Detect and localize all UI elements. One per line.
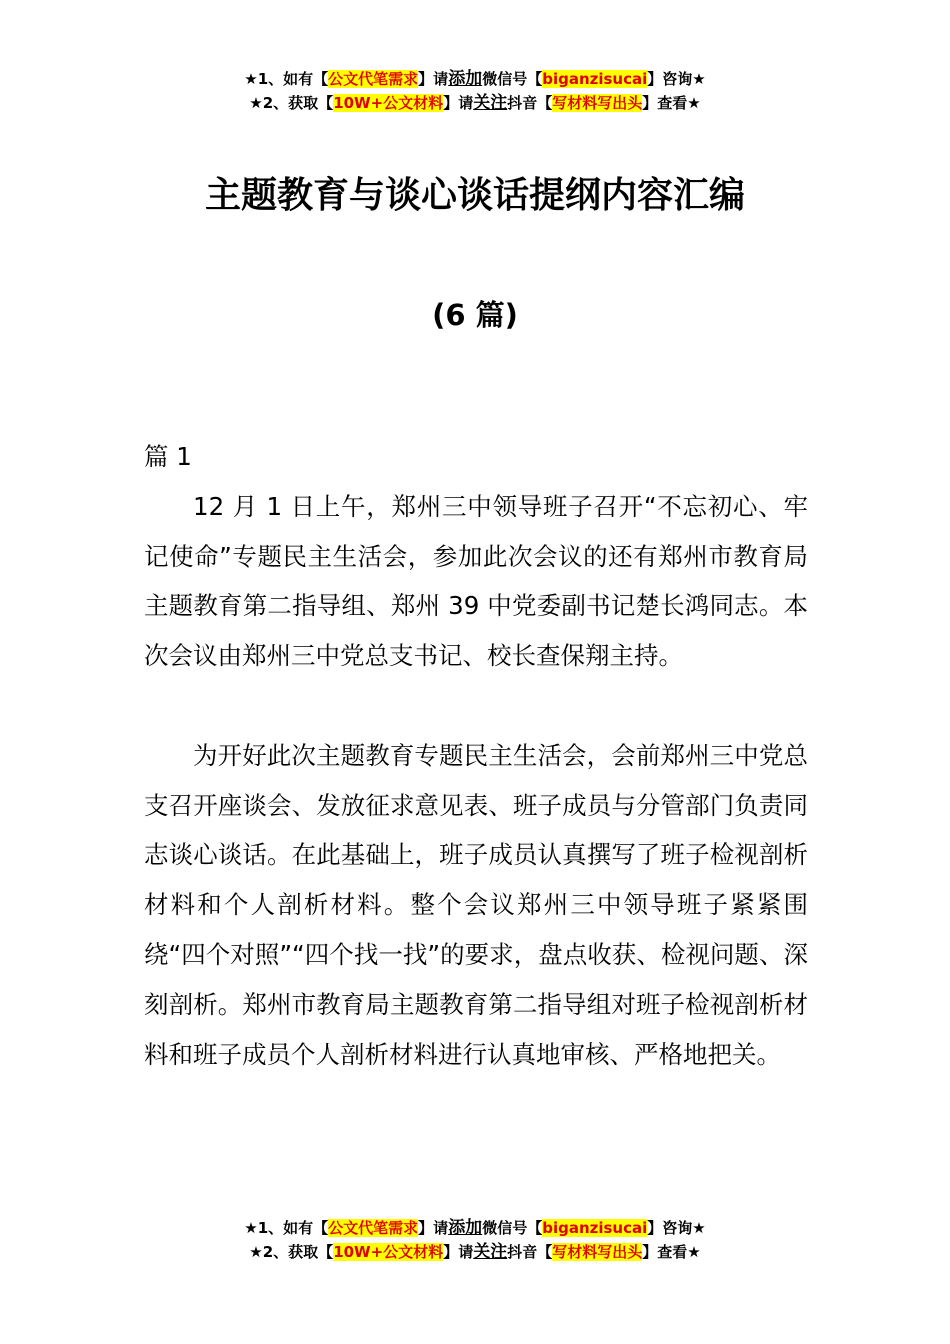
promo-add-emphasis: 添加 bbox=[448, 69, 483, 89]
promo-line-2-mid2: 抖音【 bbox=[507, 1243, 553, 1261]
promo-line-1 bbox=[0, 1216, 950, 1240]
promo-line-1-suffix: 】咨询★ bbox=[647, 1219, 706, 1237]
promo-line-2 bbox=[0, 91, 950, 115]
promo-line-2 bbox=[0, 1240, 950, 1264]
body-paragraph-2: 为开好此次主题教育专题民主生活会，会前郑州三中党总支召开座谈会、发放征求意见表、班子成员与分管部门负责同志谈心谈话。在此基础上，班子成员认真撰写了班子检视剖析材料和个人剖析材料。整个会议郑州三中领导班子紧紧围绕“四个对照”“四个找一找”的要求，盘点收获、检视问题、深刻剖析。郑州市教育局主题教育第二指导组对班子检视剖析材料和班子成员个人剖析材料进行认真地审核、严格地把关。 bbox=[144, 740, 808, 1069]
promo-materials-highlight: 10W+公文材料 bbox=[333, 94, 444, 112]
promo-line-2-prefix: ★2、获取【 bbox=[249, 1243, 334, 1261]
promo-line-1-mid: 】请 bbox=[418, 70, 449, 88]
promo-line-1-prefix: ★1、如有【 bbox=[244, 70, 329, 88]
promo-wechat-id: biganzisucai bbox=[542, 70, 648, 88]
promo-line-2-prefix: ★2、获取【 bbox=[249, 94, 334, 112]
promo-line-1 bbox=[0, 67, 950, 91]
section-heading: 篇 1 bbox=[144, 442, 192, 471]
promo-wechat-id: biganzisucai bbox=[542, 1219, 648, 1237]
promo-line-2-suffix: 】查看★ bbox=[642, 1243, 701, 1261]
promo-line-2-mid: 】请 bbox=[443, 1243, 474, 1261]
promo-materials-highlight: 10W+公文材料 bbox=[333, 1243, 444, 1261]
document-subtitle: (6 篇) bbox=[432, 298, 518, 332]
promo-follow-emphasis: 关注 bbox=[473, 1242, 508, 1262]
promo-service-highlight: 公文代笔需求 bbox=[328, 1219, 419, 1237]
promo-follow-emphasis: 关注 bbox=[473, 93, 508, 113]
promo-line-1-prefix: ★1、如有【 bbox=[244, 1219, 329, 1237]
promo-line-1-mid2: 微信号【 bbox=[482, 70, 543, 88]
document-title: 主题教育与谈心谈话提纲内容汇编 bbox=[204, 175, 745, 217]
promo-add-emphasis: 添加 bbox=[448, 1218, 483, 1238]
promo-service-highlight: 公文代笔需求 bbox=[328, 70, 419, 88]
promo-line-2-mid2: 抖音【 bbox=[507, 94, 553, 112]
promo-line-1-suffix: 】咨询★ bbox=[647, 70, 706, 88]
footer-promo-banner bbox=[0, 1216, 950, 1264]
promo-douyin-account: 写材料写出头 bbox=[552, 94, 643, 112]
document-body bbox=[144, 432, 808, 1079]
promo-line-1-mid: 】请 bbox=[418, 1219, 449, 1237]
paragraph-spacer bbox=[144, 681, 808, 731]
promo-line-2-suffix: 】查看★ bbox=[642, 94, 701, 112]
body-paragraph-1: 12 月 1 日上午，郑州三中领导班子召开“不忘初心、牢记使命”专题民主生活会，参加此次会议的还有郑州市教育局主题教育第二指导组、郑州 39 中党委副书记楚长鸿同志。本次会议由郑州三中党总支书记、校长查保翔主持。 bbox=[144, 491, 808, 671]
promo-line-1-mid2: 微信号【 bbox=[482, 1219, 543, 1237]
promo-line-2-mid: 】请 bbox=[443, 94, 474, 112]
promo-douyin-account: 写材料写出头 bbox=[552, 1243, 643, 1261]
header-promo-banner bbox=[0, 67, 950, 115]
